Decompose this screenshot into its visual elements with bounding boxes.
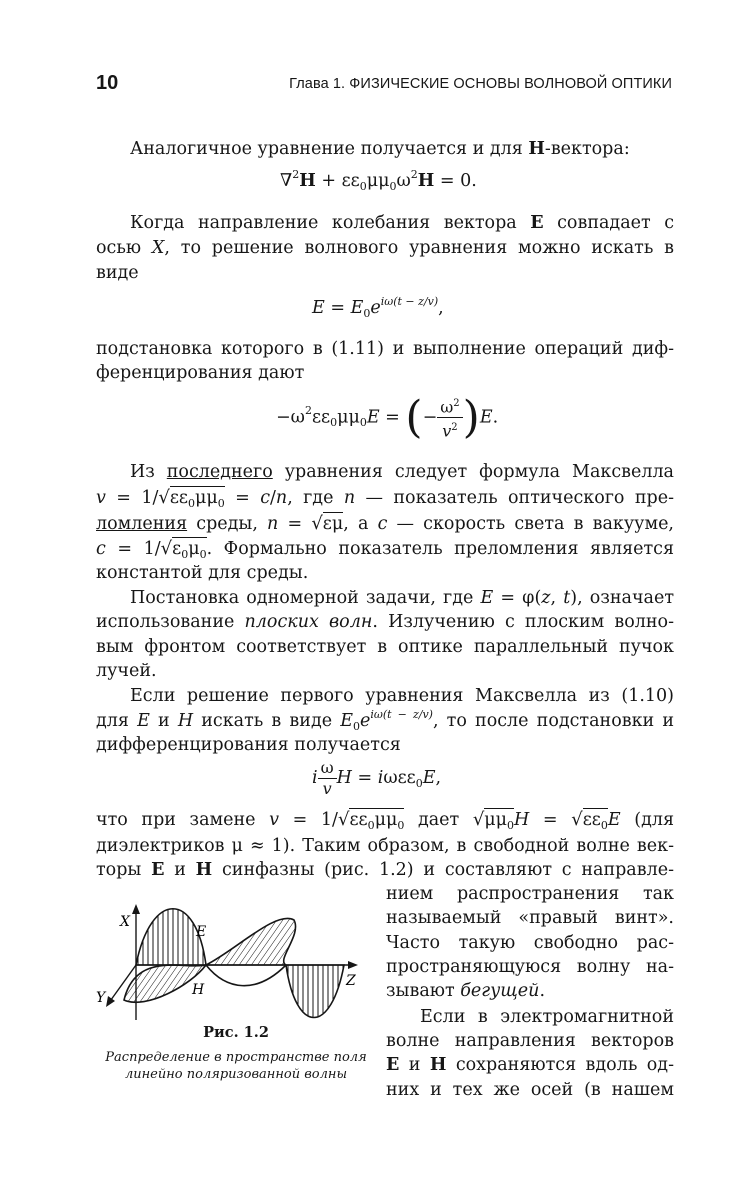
paragraph-5-line-3: вым фронтом соответствует в оптике параллельный пучок: [96, 637, 674, 657]
paragraph-4-line-4: $c = 1/√\varepsilon_0\mu_0$. Формально показатель преломления является: [96, 538, 674, 561]
equation-dispersion: $-\omega^2\varepsilon\varepsilon_0\mu\mu_0E$ = (− $\frac{\omega^2}{v^2}$ )E.: [276, 391, 499, 443]
h-wave-lobe-3: [206, 965, 286, 986]
paragraph-4-line-5: константой для среды.: [96, 563, 309, 583]
column-line-6: Если в электромагнитной: [420, 1007, 674, 1027]
paragraph-1: Аналогичное уравнение получается и для H-вектора:: [130, 139, 630, 159]
y-axis-label: Y: [96, 990, 106, 1006]
column-line-8: E и H сохраняются вдоль од-: [386, 1055, 674, 1075]
paragraph-3-line-1: подстановка которого в (1.11) и выполнение операций диф-: [96, 339, 674, 359]
paragraph-2-line-1: Когда направление колебания вектора E совпадает с: [130, 213, 674, 233]
paragraph-2-line-3: виде: [96, 263, 139, 283]
x-axis-label: X: [120, 914, 130, 930]
column-line-7: волне направления векторов: [386, 1031, 674, 1051]
paragraph-6-line-1: Если решение первого уравнения Максвелла из (1.10): [130, 686, 674, 706]
equation-wave-h: $\nabla^2H + \varepsilon\varepsilon_0\mu\mu_0\omega^2H = 0$.: [280, 168, 477, 193]
column-line-1: нием распространения так: [386, 884, 674, 904]
h-wave-lobe-2: [206, 918, 296, 965]
e-label: E: [196, 924, 207, 940]
paragraph-3-line-2: ференцирования дают: [96, 363, 305, 383]
figure-caption-text: Распределение в пространстве поля линейно поляризованной волны: [105, 1050, 367, 1082]
paragraph-4-line-1: Из последнего уравнения следует формула Максвелла: [130, 462, 674, 482]
paragraph-5-line-4: лучей.: [96, 661, 157, 681]
paragraph-4-line-3: ломления среды, n = √εμ, а c — скорость света в вакууме,: [96, 513, 674, 534]
running-header: Глава 1. ФИЗИЧЕСКИЕ ОСНОВЫ ВОЛНОВОЙ ОПТИКИ: [289, 76, 672, 92]
z-axis-arrow-icon: [348, 961, 358, 969]
figure-wave-diagram: [96, 890, 376, 1020]
paragraph-6-line-2: для E и H искать в виде $E_0e^{i\omega(t - z/v)}$, то после подстановки и: [96, 708, 675, 733]
paragraph-4-line-2: $v = 1/√\varepsilon\varepsilon_0\mu\mu_0 = c/n$, где n — показатель оптического пре-: [96, 487, 674, 510]
h-label: H: [192, 982, 205, 998]
paragraph-7-line-3: торы E и H синфазны (рис. 1.2) и составляют с направле-: [96, 860, 674, 880]
z-axis-label: Z: [346, 973, 356, 989]
column-line-3: Часто такую свободно рас-: [386, 933, 674, 953]
figure-caption-title: Рис. 1.2: [203, 1024, 269, 1041]
column-line-2: называемый «правый винт».: [386, 908, 674, 928]
paragraph-5-line-1: Постановка одномерной задачи, где E = φ(z, t), означает: [130, 588, 675, 608]
paragraph-7-line-1: что при замене $v = 1/√\varepsilon\varepsilon_0\mu\mu_0$ дает $√\mu\mu_0H = √\varepsilon\varepsilon_0E$ (для: [96, 809, 674, 832]
y-axis-arrow-icon: [106, 996, 115, 1007]
page-number: 10: [96, 72, 119, 94]
column-line-9: них и тех же осей (в нашем: [386, 1080, 674, 1100]
equation-plane-wave: $E = E_0e^{i\omega(t - z/v)}$,: [312, 295, 444, 320]
column-line-4: пространяющуюся волну на-: [386, 957, 674, 977]
equation-h-e-relation: i $\frac{\omega}{v}$ H = iωεε$_0$E,: [312, 758, 442, 798]
x-axis-arrow-icon: [132, 904, 140, 914]
paragraph-2-line-2: осью X, то решение волнового уравнения можно искать в: [96, 238, 675, 258]
paragraph-5-line-2: использование плоских волн. Излучению с плоским волно-: [96, 612, 675, 632]
e-wave-negative-lobe: [286, 965, 344, 1018]
column-line-5: зывают бегущей.: [386, 981, 546, 1001]
paragraph-6-line-3: дифференцирования получается: [96, 735, 401, 755]
paragraph-7-line-2: диэлектриков μ ≈ 1). Таким образом, в свободной волне век-: [96, 836, 674, 856]
